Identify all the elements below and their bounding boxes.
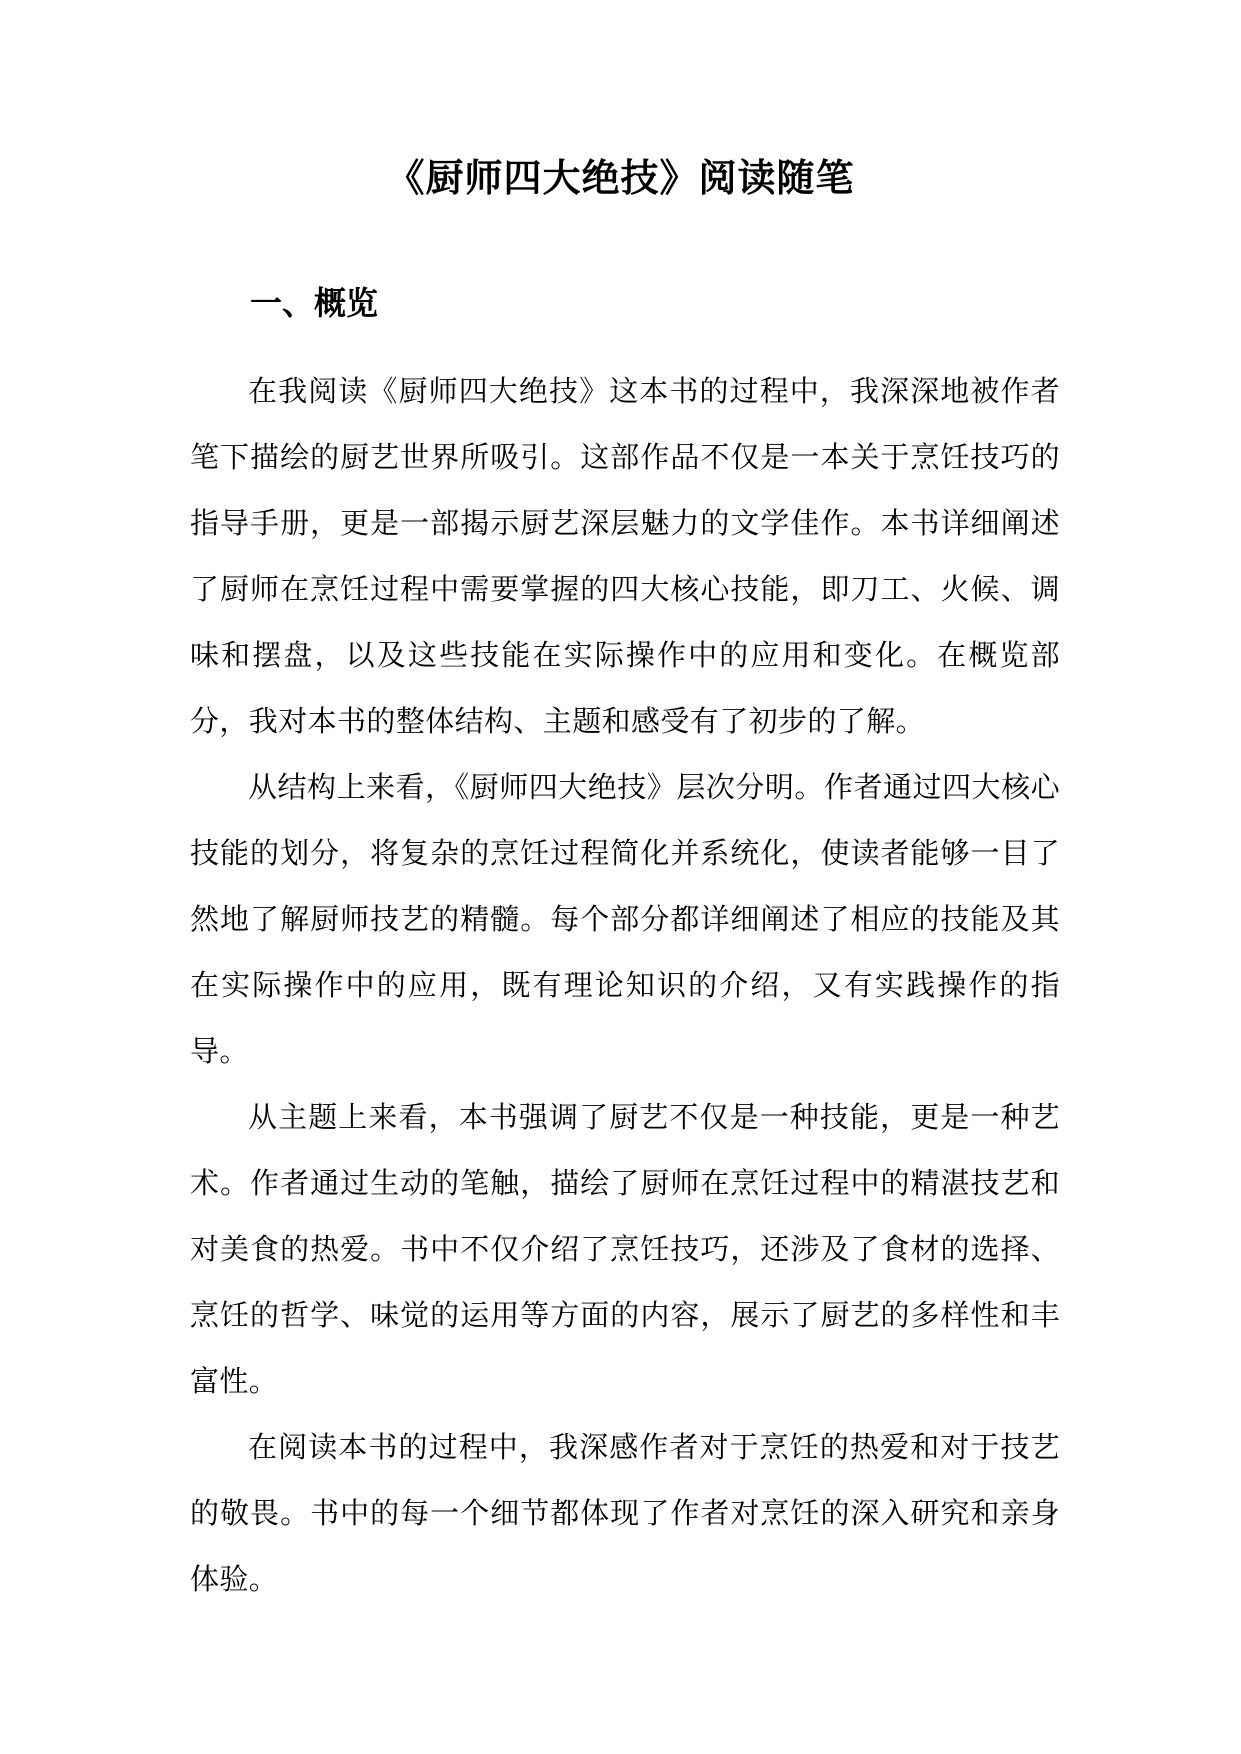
- paragraph-2: 从结构上来看，《厨师四大绝技》层次分明。作者通过四大核心技能的划分，将复杂的烹饪过程简化并系统化，使读者能够一目了然地了解厨师技艺的精髓。每个部分都详细阐述了相应的技能及其在实际操作中的应用，既有理论知识的介绍，又有实践操作的指导。: [190, 770, 1060, 1068]
- paragraph-3: 从主题上来看，本书强调了厨艺不仅是一种技能，更是一种艺术。作者通过生动的笔触，描绘了厨师在烹饪过程中的精湛技艺和对美食的热爱。书中不仅介绍了烹饪技巧，还涉及了食材的选择、烹饪的哲学、味觉的运用等方面的内容，展示了厨艺的多样性和丰富性。: [190, 1100, 1060, 1398]
- section-heading-overview: 一、概览: [250, 284, 379, 322]
- section-body-overview: [190, 358, 1060, 1612]
- paragraph-1: 在我阅读《厨师四大绝技》这本书的过程中，我深深地被作者笔下描绘的厨艺世界所吸引。这部作品不仅是一本关于烹饪技巧的指导手册，更是一部揭示厨艺深层魅力的文学佳作。本书详细阐述了厨师在烹饪过程中需要掌握的四大核心技能，即刀工、火候、调味和摆盘，以及这些技能在实际操作中的应用和变化。在概览部分，我对本书的整体结构、主题和感受有了初步的了解。: [190, 374, 1060, 738]
- document-title: 《厨师四大绝技》阅读随笔: [386, 155, 855, 200]
- paragraph-4: 在阅读本书的过程中，我深感作者对于烹饪的热爱和对于技艺的敬畏。书中的每一个细节都体现了作者对烹饪的深入研究和亲身体验。: [190, 1430, 1060, 1596]
